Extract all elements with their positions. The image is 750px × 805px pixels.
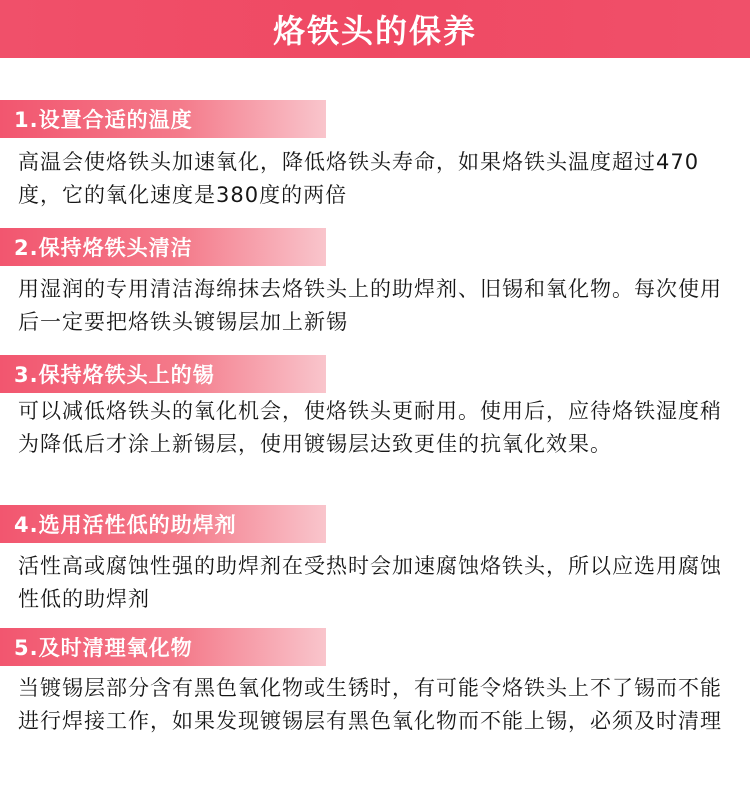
section-heading-3-label: 3.保持烙铁头上的锡 [14,363,215,387]
section-body-2: 用湿润的专用清洁海绵抹去烙铁头上的助焊剂、旧锡和氧化物。每次使用后一定要把烙铁头镀锡层加上新锡 [18,277,722,334]
section-heading-1 [0,100,326,138]
section-body-3: 可以减低烙铁头的氧化机会，使烙铁头更耐用。使用后，应待烙铁湿度稍为降低后才涂上新锡层，使用镀锡层达致更佳的抗氧化效果。 [18,399,722,456]
section-heading-1-label: 1.设置合适的温度 [14,108,193,132]
section-heading-4-label: 4.选用活性低的助焊剂 [14,513,237,537]
page-title: 烙铁头的保养 [272,12,477,50]
section-heading-4 [0,505,326,543]
title-banner [0,0,750,58]
section-heading-5 [0,628,326,666]
section-body-5: 当镀锡层部分含有黑色氧化物或生锈时，有可能令烙铁头上不了锡而不能进行焊接工作，如果发现镀锡层有黑色氧化物而不能上锡，必须及时清理 [18,676,722,733]
section-heading-3 [0,355,326,393]
section-body-4: 活性高或腐蚀性强的助焊剂在受热时会加速腐蚀烙铁头，所以应选用腐蚀性低的助焊剂 [18,554,722,611]
section-heading-2 [0,228,326,266]
section-heading-2-label: 2.保持烙铁头清洁 [14,236,193,260]
section-body-1: 高温会使烙铁头加速氧化，降低烙铁头寿命，如果烙铁头温度超过470度，它的氧化速度是380度的两倍 [18,150,700,207]
section-heading-5-label: 5.及时清理氧化物 [14,636,193,660]
